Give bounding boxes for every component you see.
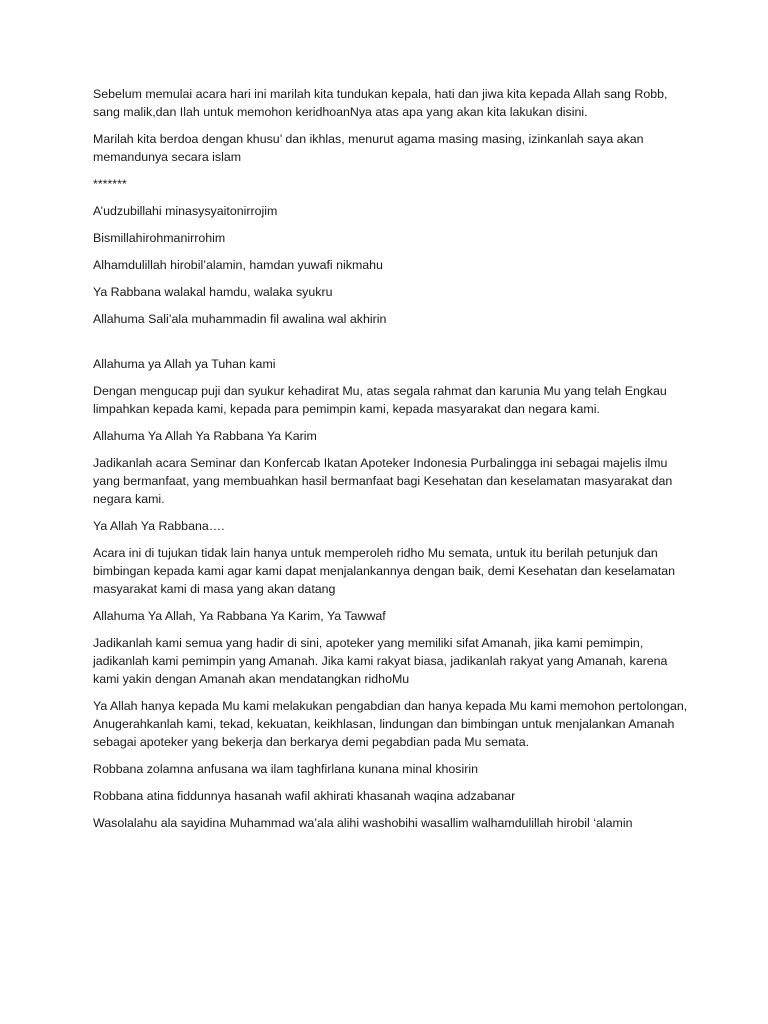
paragraph-allahuma-karim: Allahuma Ya Allah Ya Rabbana Ya Karim <box>93 429 317 443</box>
paragraph-syukur: Dengan mengucap puji dan syukur kehadirat Mu, atas segala rahmat dan karunia Mu yang telah Engkau limpahkan kepada kami, kepada para pemimpin kami, kepada masyarakat dan negara kami. <box>93 384 667 416</box>
paragraph-hamdalah: Alhamdulillah hirobil’alamin, hamdan yuwafi nikmahu <box>93 258 383 272</box>
paragraph-separator: ******* <box>93 177 127 191</box>
paragraph-allahuma-tawwaf: Allahuma Ya Allah, Ya Rabbana Ya Karim, Ya Tawwaf <box>93 609 386 623</box>
paragraph-tujuan: Acara ini di tujukan tidak lain hanya untuk memperoleh ridho Mu semata, untuk itu berilah petunjuk dan bimbingan kepada kami agar kami dapat menjalankannya dengan baik, demi Kesehatan dan keselamatan masyarakat kami di masa yang akan datang <box>93 546 676 596</box>
paragraph-opening: Sebelum memulai acara hari ini marilah kita tundukan kepala, hati dan jiwa kita kepada Allah sang Robb, sang malik,dan Ilah untuk memohon keridhoanNya atas apa yang akan kita lakukan disini. <box>93 87 668 119</box>
paragraph-amanah: Jadikanlah kami semua yang hadir di sini, apoteker yang memiliki sifat Amanah, jika kami pemimpin, jadikanlah kami pemimpin yang Amanah. Jika kami rakyat biasa, jadikanlah rakyat yang Amanah, karena kami yakin dengan Amanah akan mendatangkan ridhoMu <box>93 636 668 686</box>
paragraph-pengabdian: Ya Allah hanya kepada Mu kami melakukan pengabdian dan hanya kepada Mu kami memohon pertolongan, Anugerahkanlah kami, tekad, kekuatan, keikhlasan, lindungan dan bimbingan untuk menjalankan Amanah sebagai apoteker yang bekerja dan berkarya demi pegabdian pada Mu semata. <box>93 699 688 749</box>
paragraph-rabbana-hamdu: Ya Rabbana walakal hamdu, walaka syukru <box>93 285 333 299</box>
paragraph-robbana-atina: Robbana atina fiddunnya hasanah wafil akhirati khasanah waqina adzabanar <box>93 789 516 803</box>
document-body <box>93 85 693 841</box>
paragraph-ya-allah-rabbana: Ya Allah Ya Rabbana…. <box>93 519 225 533</box>
paragraph-taawudz: A’udzubillahi minasysyaitonirrojim <box>93 204 278 218</box>
paragraph-seminar: Jadikanlah acara Seminar dan Konfercab Ikatan Apoteker Indonesia Purbalingga ini sebagai majelis ilmu yang bermanfaat, yang membuahkan hasil bermanfaat bagi Kesehatan dan keselamatan masyarakat dan negara kami. <box>93 456 673 506</box>
paragraph-basmalah: Bismillahirohmanirrohim <box>93 231 226 245</box>
paragraph-shalawat: Allahuma Sali’ala muhammadin fil awalina wal akhirin <box>93 312 387 326</box>
paragraph-closing: Wasolalahu ala sayidina Muhammad wa’ala alihi washobihi wasallim walhamdulillah hirobil ‘alamin <box>93 816 633 830</box>
paragraph-invitation: Marilah kita berdoa dengan khusu’ dan ikhlas, menurut agama masing masing, izinkanlah saya akan memandunya secara islam <box>93 132 644 164</box>
paragraph-robbana-zolamna: Robbana zolamna anfusana wa ilam taghfirlana kunana minal khosirin <box>93 762 479 776</box>
paragraph-allahuma-tuhan: Allahuma ya Allah ya Tuhan kami <box>93 357 276 371</box>
